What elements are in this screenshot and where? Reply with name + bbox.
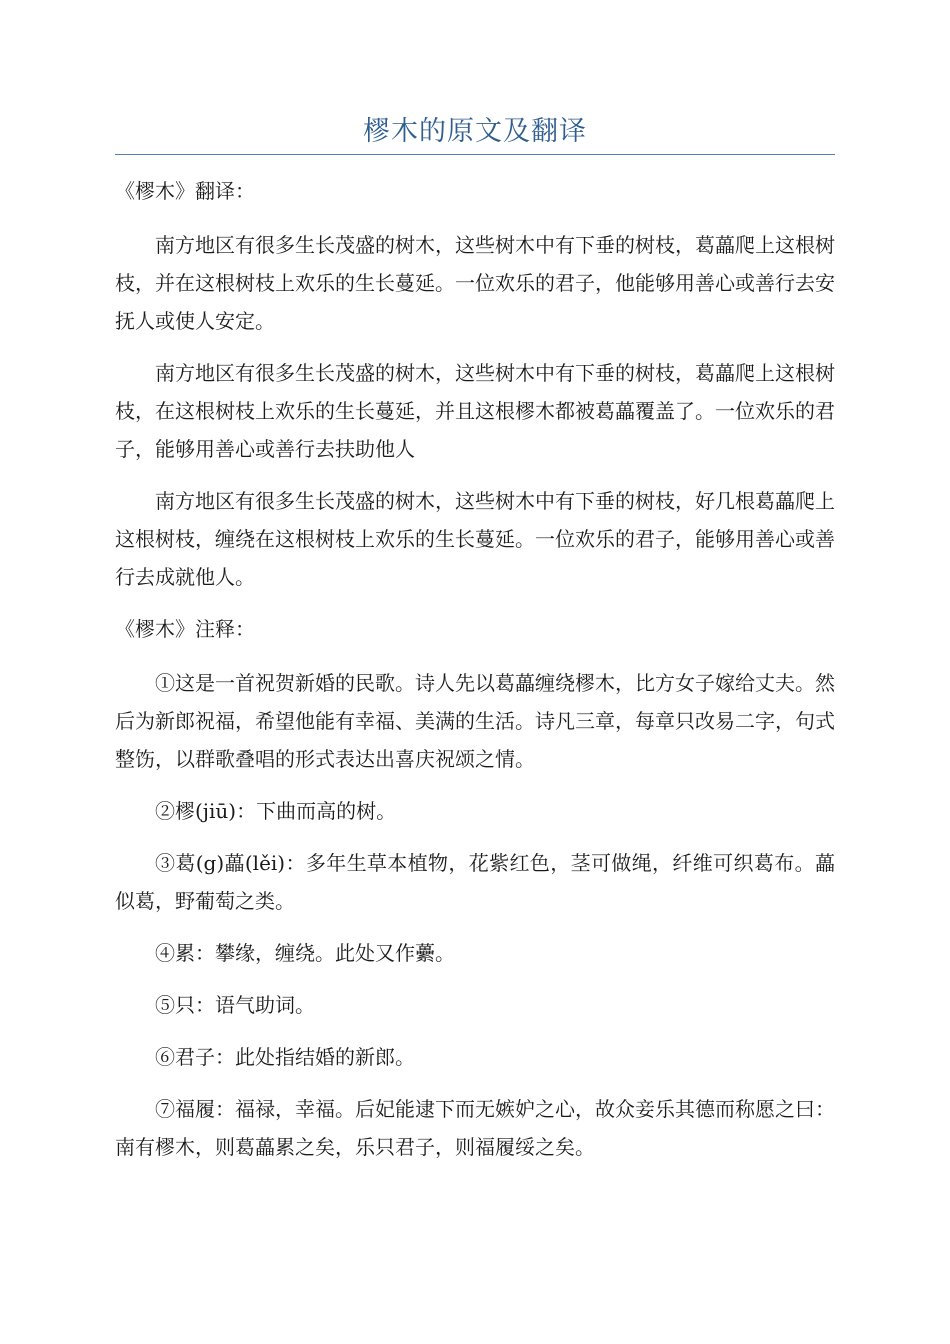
note-3: ③葛(g)藟(lěi)：多年生草本植物，花紫红色，茎可做绳，纤维可织葛布。藟似葛，野葡萄之类。	[115, 851, 835, 913]
translation-paragraph-1: 南方地区有很多生长茂盛的树木，这些树木中有下垂的树枝，葛藟爬上这根树枝，并在这根树枝上欢乐的生长蔓延。一位欢乐的君子，他能够用善心或善行去安抚人或使人安定。	[115, 233, 835, 333]
page-title: 樛木的原文及翻译	[363, 116, 587, 147]
note-2: ②樛(jiū)：下曲而高的树。	[155, 799, 397, 823]
title-underline	[115, 154, 835, 155]
note-1: ①这是一首祝贺新婚的民歌。诗人先以葛藟缠绕樛木，比方女子嫁给丈夫。然后为新郎祝福，希望他能有幸福、美满的生活。诗凡三章，每章只改易二字，句式整饬，以群歌叠唱的形式表达出喜庆祝颂之情。	[115, 671, 835, 771]
translation-heading: 《樛木》翻译：	[115, 179, 255, 203]
translation-paragraph-2: 南方地区有很多生长茂盛的树木，这些树木中有下垂的树枝，葛藟爬上这根树枝，在这根树枝上欢乐的生长蔓延，并且这根樛木都被葛藟覆盖了。一位欢乐的君子，能够用善心或善行去扶助他人	[115, 361, 835, 461]
note-6: ⑥君子：此处指结婚的新郎。	[155, 1045, 415, 1069]
note-7: ⑦福履：福禄，幸福。后妃能逮下而无嫉妒之心，故众妾乐其德而称愿之曰：南有樛木，则葛藟累之矣，乐只君子，则福履绥之矣。	[115, 1097, 835, 1159]
notes-heading: 《樛木》注释：	[115, 617, 255, 641]
note-5: ⑤只：语气助词。	[155, 993, 315, 1017]
translation-paragraph-3: 南方地区有很多生长茂盛的树木，这些树木中有下垂的树枝，好几根葛藟爬上这根树枝，缠绕在这根树枝上欢乐的生长蔓延。一位欢乐的君子，能够用善心或善行去成就他人。	[115, 489, 835, 589]
document-body	[115, 172, 835, 1180]
note-4: ④累：攀缘，缠绕。此处又作虆。	[155, 941, 455, 965]
